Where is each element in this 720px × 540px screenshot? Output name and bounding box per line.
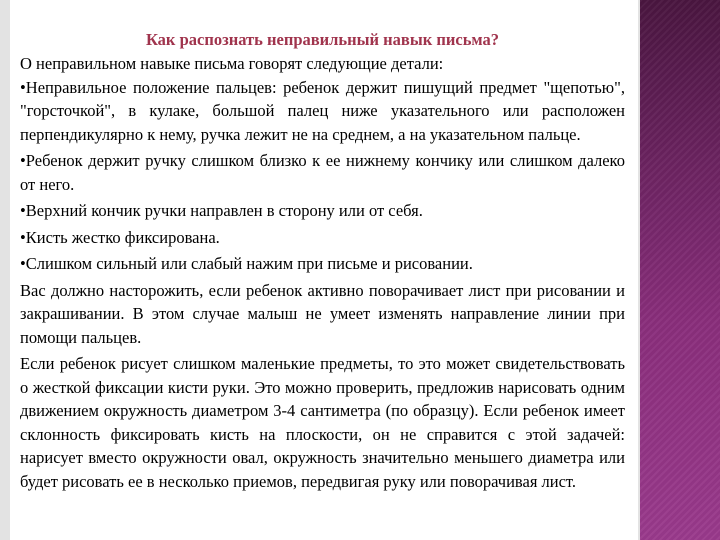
bullet-item — [20, 76, 625, 147]
decorative-side-stripe — [640, 0, 720, 540]
paragraph-small-drawings: Если ребенок рисует слишком маленькие предметы, то это может свидетельствовать о жесткой фиксации кисти руки. Это можно проверить, предложив нарисовать одним движением окружность диаметром 3-4 сантиметра (по образцу). Если ребенок имеет склонность фиксировать кисть на плоскости, он не справится с этой задачей: нарисует вместо окружности овал, окружность значительно меньшего диаметра или будет рисовать ее в несколько приемов, передвигая руку или поворачивая лист. — [20, 354, 625, 491]
bullet-text: Кисть жестко фиксирована. — [25, 227, 220, 247]
bullet-item — [20, 226, 625, 250]
bullet-text: Ребенок держит ручку слишком близко к ее нижнему кончику или слишком далеко от него. — [20, 151, 625, 194]
slide-title: Как распознать неправильный навык письма? — [145, 30, 500, 49]
bullet-item — [20, 252, 625, 276]
paragraph-rotating-sheet: Вас должно насторожить, если ребенок активно поворачивает лист при рисовании и закрашивании. В этом случае малыш не умеет изменять направление линии при помощи пальцев. — [20, 280, 625, 347]
bullet-list — [20, 76, 625, 276]
bullet-text: Верхний кончик ручки направлен в сторону или от себя. — [25, 201, 423, 220]
bullet-icon: • — [20, 227, 26, 247]
slide-content — [20, 29, 625, 496]
intro-text: О неправильном навыке письма говорят следующие детали: — [20, 54, 444, 73]
bullet-icon: • — [20, 77, 26, 97]
bullet-icon: • — [20, 201, 26, 220]
bullet-text: Неправильное положение пальцев: ребенок держит пишущий предмет "щепотью", "горсточкой", в кулаке, большой палец ниже указательного или расположен перпендикулярно к нему, ручка лежит не на среднем, а на указательном пальце. — [20, 77, 625, 144]
bullet-item — [20, 199, 625, 223]
bullet-icon: • — [20, 254, 26, 273]
bullet-icon: • — [20, 151, 26, 170]
bullet-text: Слишком сильный или слабый нажим при письме и рисовании. — [25, 254, 473, 273]
bullet-item — [20, 149, 625, 196]
